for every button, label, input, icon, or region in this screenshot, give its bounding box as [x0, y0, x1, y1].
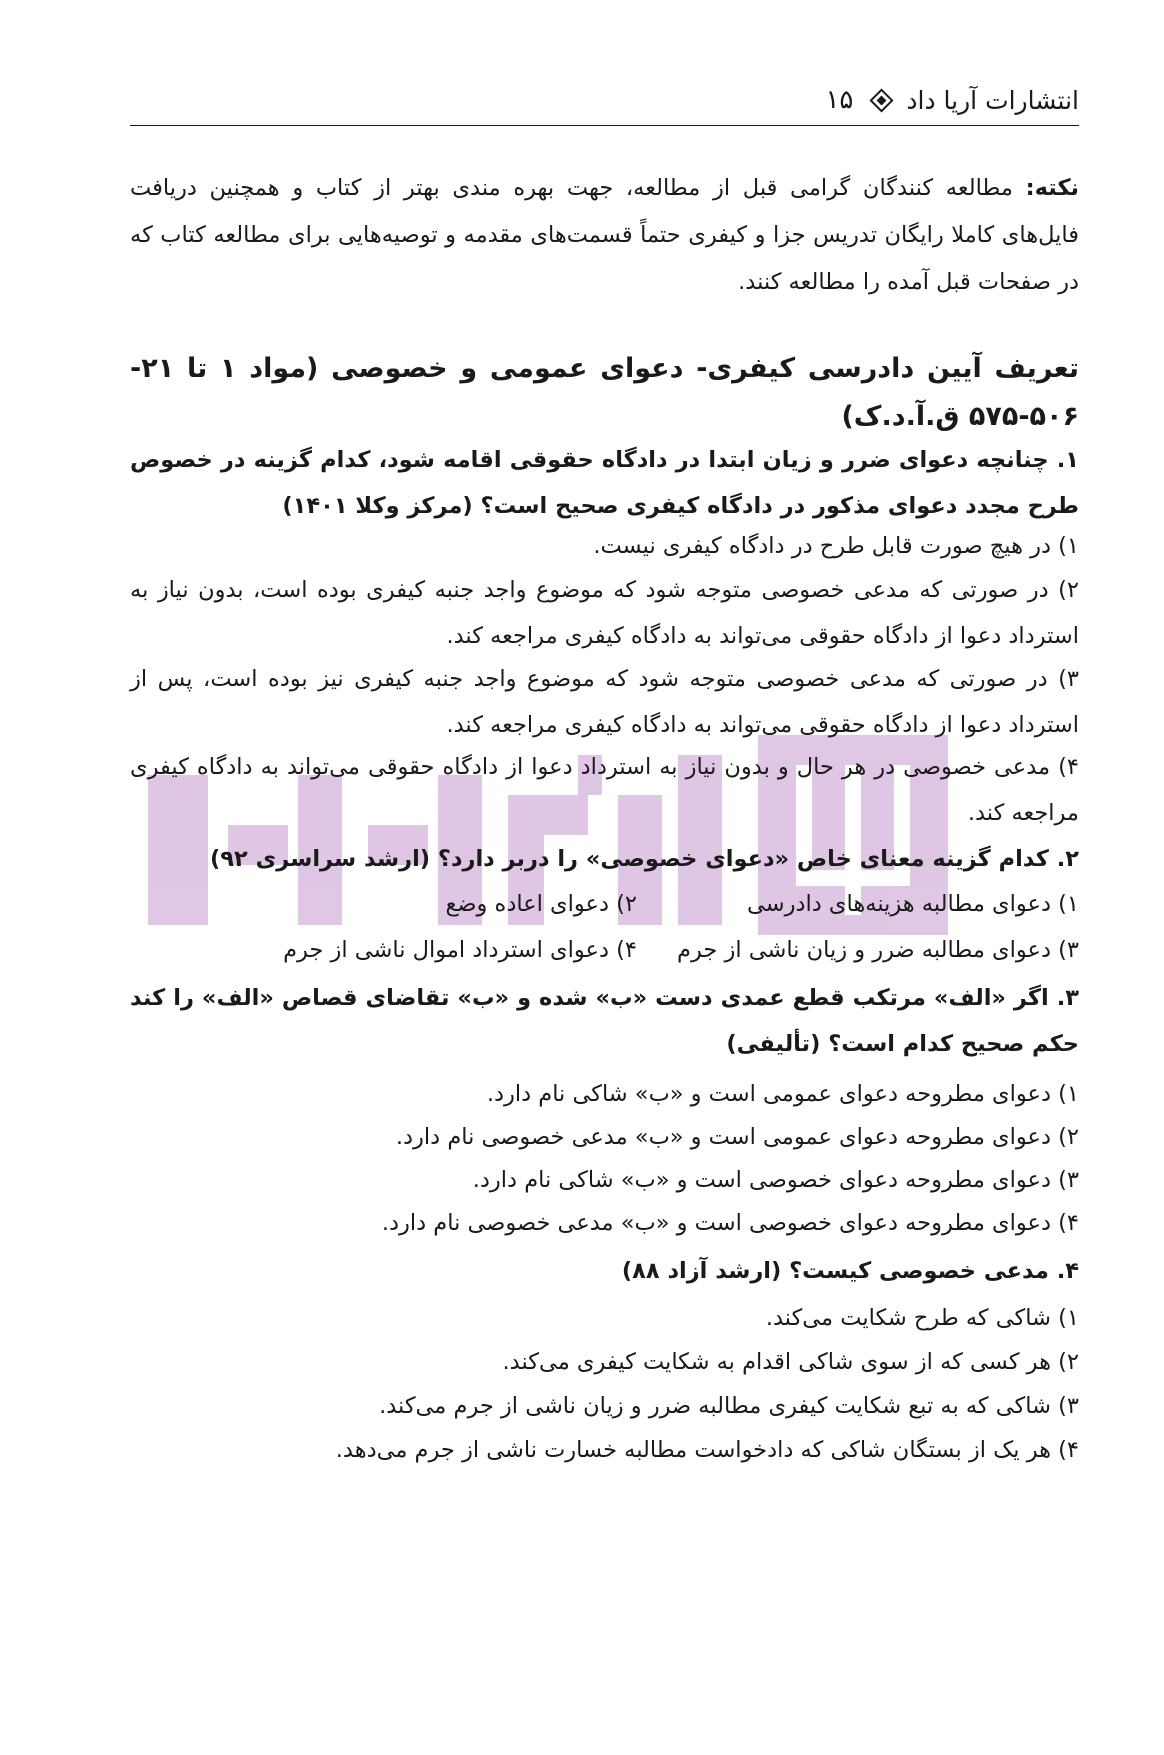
question-1-option-1: ۱) در هیچ صورت قابل طرح در دادگاه کیفری نیست. [593, 533, 1079, 559]
header-divider [130, 125, 1079, 126]
question-2-option-2: ۲) دعوای اعاده وضع [445, 891, 637, 917]
question-1-option-2: ۲) در صورتی که مدعی خصوصی متوجه شود که موضوع واجد جنبه کیفری بوده است، بدون نیاز به استرداد دعوا از دادگاه حقوقی می‌تواند به دادگاه کیفری مراجعه کند. [130, 577, 1079, 649]
question-4-option-1: ۱) شاکی که طرح شکایت می‌کند. [765, 1305, 1079, 1331]
intro-note [130, 165, 1079, 306]
question-3-stem: ۳. اگر «الف» مرتکب قطع عمدی دست «ب» شده و «ب» تقاضای قصاص «الف» را کند حکم صحیح کدام است؟ (تألیفی) [130, 985, 1079, 1057]
diamond-icon [870, 88, 894, 112]
header-publisher-group [825, 85, 1079, 115]
question-4-option-2: ۲) هر کسی که از سوی شاکی اقدام به شکایت کیفری می‌کند. [502, 1349, 1079, 1375]
question-3-option-3: ۳) دعوای مطروحه دعوای خصوصی است و «ب» شاکی نام دارد. [472, 1167, 1079, 1193]
question-4-option-4: ۴) هر یک از بستگان شاکی که دادخواست مطالبه خسارت ناشی از جرم می‌دهد. [335, 1437, 1079, 1463]
question-2-stem: ۲. کدام گزینه معنای خاص «دعوای خصوصی» را دربر دارد؟ (ارشد سراسری ۹۲) [209, 846, 1079, 872]
question-2-options [130, 881, 1079, 973]
note-text: مطالعه کنندگان گرامی قبل از مطالعه، جهت بهره مندی بهتر از کتاب و همچنین دریافت فایل‌های کاملا رایگان تدریس جزا و کیفری حتماً قسمت‌های مقدمه و توصیه‌هایی برای مطالعه کتاب که در صفحات قبل آمده را مطالعه کنند. [130, 175, 1079, 295]
page-header [130, 78, 1079, 122]
note-label: نکته: [1025, 175, 1079, 201]
question-4-option-3: ۳) شاکی که به تبع شکایت کیفری مطالبه ضرر و زیان ناشی از جرم می‌کند. [379, 1393, 1079, 1419]
question-1-stem: ۱. چنانچه دعوای ضرر و زیان ابتدا در دادگاه حقوقی اقامه شود، کدام گزینه در خصوص طرح مجدد دعوای مذکور در دادگاه کیفری صحیح است؟ (مرکز وکلا ۱۴۰۱) [130, 447, 1079, 519]
question-2-option-4: ۴) دعوای استرداد اموال ناشی از جرم [283, 937, 637, 963]
question-3-option-4: ۴) دعوای مطروحه دعوای خصوصی است و «ب» مدعی خصوصی نام دارد. [381, 1210, 1079, 1236]
section-title: تعریف آیین دادرسی کیفری- دعوای عمومی و خصوصی (مواد ۱ تا ۲۱- ۵۰۶-۵۷۵ ق.آ.د.ک) [130, 353, 1079, 432]
question-2-option-1: ۱) دعوای مطالبه هزینه‌های دادرسی [747, 891, 1079, 917]
question-3-option-2: ۲) دعوای مطروحه دعوای عمومی است و «ب» مدعی خصوصی نام دارد. [395, 1124, 1079, 1150]
page-number: ۱۵ [825, 85, 854, 115]
question-1-option-4: ۴) مدعی خصوصی در هر حال و بدون نیاز به استرداد دعوا از دادگاه حقوقی می‌تواند به دادگاه کیفری مراجعه کند. [130, 754, 1079, 826]
publisher-name: انتشارات آریا داد [906, 85, 1079, 115]
question-2-option-3: ۳) دعوای مطالبه ضرر و زیان ناشی از جرم [677, 937, 1079, 963]
question-1-option-3: ۳) در صورتی که مدعی خصوصی متوجه شود که موضوع واجد جنبه کیفری نیز بوده است، پس از استرداد دعوا از دادگاه حقوقی می‌تواند به دادگاه کیفری مراجعه کند. [130, 666, 1079, 738]
question-3-option-1: ۱) دعوای مطروحه دعوای عمومی است و «ب» شاکی نام دارد. [486, 1081, 1079, 1107]
question-4-stem: ۴. مدعی خصوصی کیست؟ (ارشد آزاد ۸۸) [621, 1258, 1079, 1284]
